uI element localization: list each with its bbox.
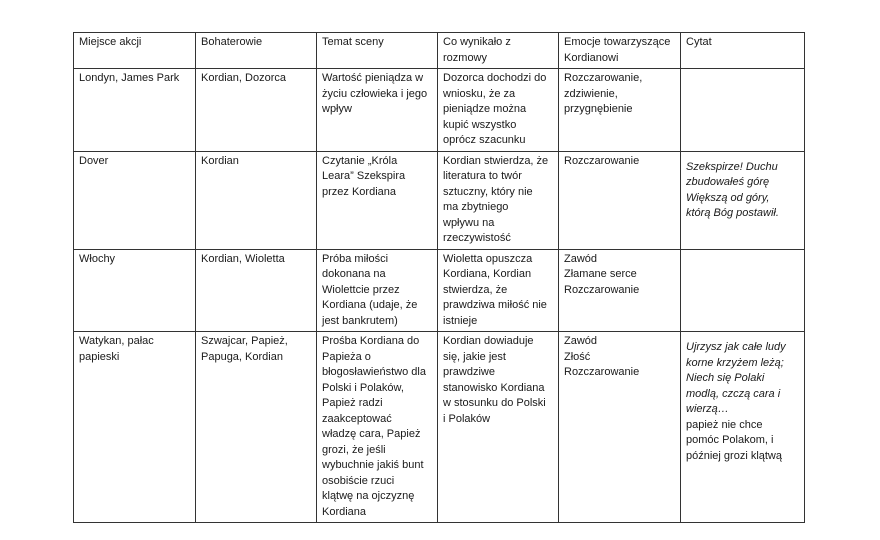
characters-cell	[196, 332, 317, 523]
quote-line: wierzą…	[686, 403, 729, 415]
place-cell	[74, 332, 196, 523]
emotions-text: Zawód Złość Rozczarowanie	[564, 335, 640, 378]
quote-line: zbudowałeś górę	[686, 176, 770, 188]
result-text: Kordian stwierdza, że literatura to twór sztuczny, który nie ma zbytniego wpływu na rzeczywistość	[443, 154, 549, 244]
result-text: Kordian dowiaduje się, jakie jest prawdziwe stanowisko Kordiana w stosunku do Polski i Polaków	[443, 335, 546, 425]
place-text: Watykan, pałac papieski	[79, 335, 154, 363]
header-characters: Bohaterowie	[201, 36, 263, 48]
header-cell	[438, 33, 559, 69]
quote-line: modlą, czczą cara i	[686, 387, 781, 400]
characters-text: Kordian	[201, 154, 239, 167]
place-cell	[74, 69, 196, 152]
quote-line: którą Bóg postawił.	[686, 207, 779, 219]
header-result: Co wynikało z rozmowy	[443, 36, 511, 64]
header-cell	[559, 33, 681, 69]
characters-cell	[196, 249, 317, 332]
header-emotions: Emocje towarzyszące Kordianowi	[564, 36, 671, 64]
emotions-cell	[559, 332, 681, 523]
header-quote: Cytat	[686, 36, 712, 48]
topic-text: Wartość pieniądza w życiu człowieka i jego wpływ	[322, 72, 428, 115]
quote-cell	[681, 69, 805, 152]
topic-cell	[317, 151, 438, 249]
header-cell	[74, 33, 196, 69]
emotions-cell	[559, 249, 681, 332]
emotions-cell	[559, 151, 681, 249]
quote-line: Większą od góry,	[686, 191, 770, 204]
result-cell	[438, 332, 559, 523]
quote-cell	[681, 332, 805, 523]
quote-line: Ujrzysz jak całe ludy	[686, 341, 786, 353]
emotions-text: Zawód Złamane serce Rozczarowanie	[564, 252, 640, 296]
table-row	[74, 151, 805, 249]
quote-line: Niech się Polaki	[686, 372, 765, 384]
quote-cell	[681, 249, 805, 332]
header-cell	[196, 33, 317, 69]
table-row	[74, 249, 805, 332]
header-cell	[681, 33, 805, 69]
characters-cell	[196, 69, 317, 152]
place-cell	[74, 151, 196, 249]
characters-text: Szwajcar, Papież, Papuga, Kordian	[201, 335, 288, 363]
topic-text: Czytanie „Króla Leara” Szekspira przez Kordiana	[322, 154, 406, 198]
quote-comment-line: pomóc Polakom, i	[686, 434, 774, 446]
topic-text: Próba miłości dokonana na Wiolettcie przez Kordiana (udaje, że jest bankrutem)	[322, 252, 418, 327]
characters-cell	[196, 151, 317, 249]
topic-cell	[317, 69, 438, 152]
emotions-text: Rozczarowanie	[564, 154, 640, 167]
table-header-row	[74, 33, 805, 69]
topic-text: Prośba Kordiana do Papieża o błogosławieństwo dla Polski i Polaków, Papież radzi zaakceptować władzę cara, Papież grozi, że jeśli wybuchnie jakiś bunt osobiście rzuci klątwę na ojczyznę Kordiana	[322, 335, 426, 518]
quote-line: korne krzyżem leżą;	[686, 356, 784, 369]
place-text: Włochy	[79, 252, 116, 265]
table-row	[74, 332, 805, 523]
characters-text: Kordian, Wioletta	[201, 252, 285, 265]
header-topic: Temat sceny	[322, 36, 384, 48]
place-cell	[74, 249, 196, 332]
topic-cell	[317, 332, 438, 523]
quote-line: Szekspirze! Duchu	[686, 160, 778, 173]
table-row	[74, 69, 805, 152]
quote-cell	[681, 151, 805, 249]
place-text: Londyn, James Park	[79, 72, 180, 84]
scene-table	[73, 32, 805, 523]
emotions-cell	[559, 69, 681, 152]
result-cell	[438, 69, 559, 152]
header-cell	[317, 33, 438, 69]
quote-comment-line: papież nie chce	[686, 418, 763, 431]
characters-text: Kordian, Dozorca	[201, 72, 286, 84]
topic-cell	[317, 249, 438, 332]
result-cell	[438, 249, 559, 332]
result-text: Dozorca dochodzi do wniosku, że za pieniądze można kupić wszystko oprócz szacunku	[443, 72, 547, 146]
result-text: Wioletta opuszcza Kordiana, Kordian stwierdza, że prawdziwa miłość nie istnieje	[443, 252, 547, 327]
emotions-text: Rozczarowanie, zdziwienie, przygnębienie	[564, 72, 643, 115]
quote-comment-line: później grozi klątwą	[686, 449, 782, 462]
result-cell	[438, 151, 559, 249]
header-place: Miejsce akcji	[79, 36, 142, 48]
place-text: Dover	[79, 154, 109, 167]
